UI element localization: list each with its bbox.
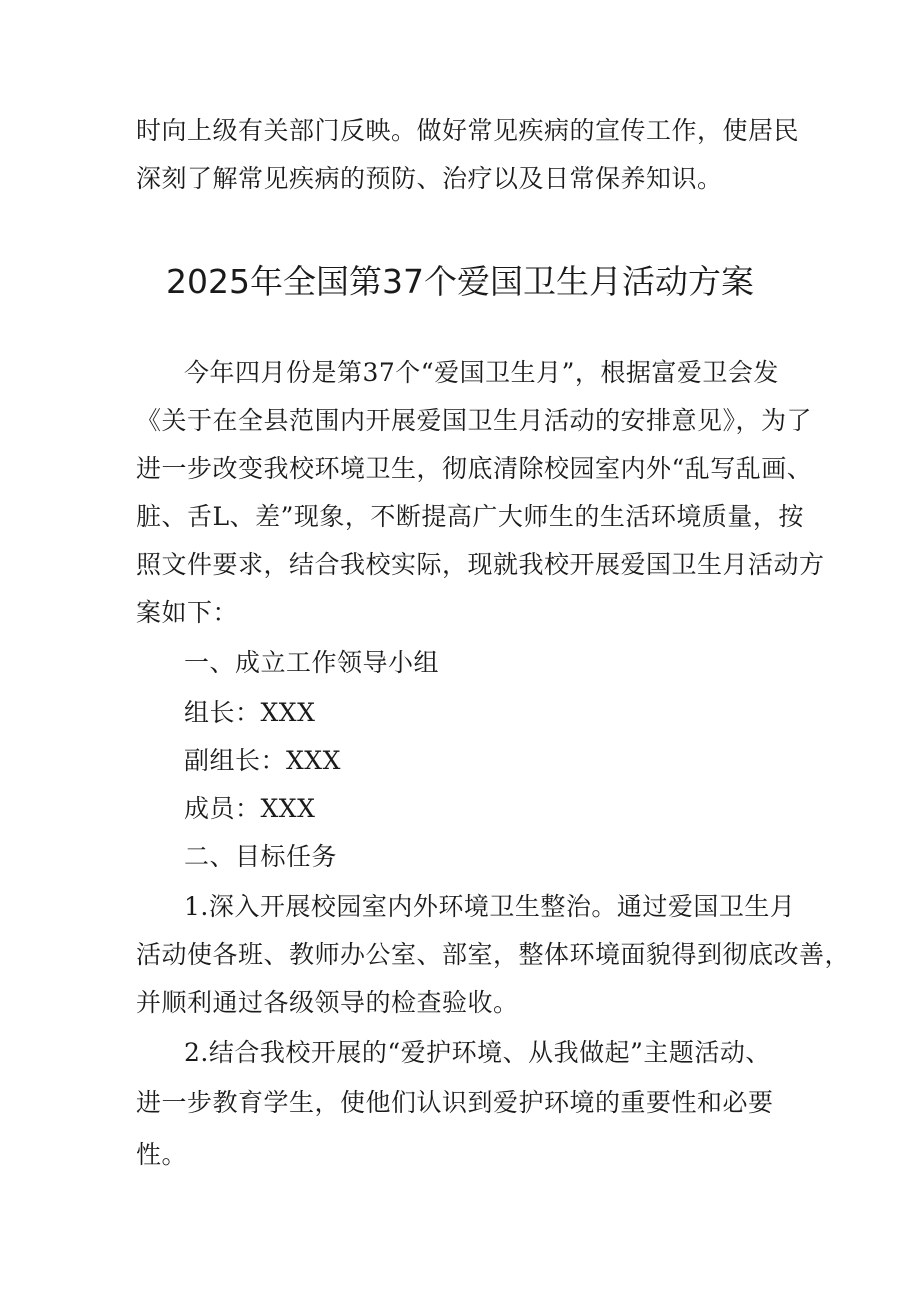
para1-line-4: 脏、舌L、差”现象，不断提高广大师生的生活环境质量，按 (136, 502, 804, 531)
section1-deputy: 副组长：XXX (184, 746, 341, 775)
section2-heading: 二、目标任务 (184, 842, 338, 871)
item2-line-2: 进一步教育学生，使他们认识到爱护环境的重要性和必要 (136, 1088, 774, 1117)
section1-leader: 组长：XXX (184, 698, 316, 727)
para1-line-5: 照文件要求，结合我校实际，现就我校开展爱国卫生月活动方 (136, 550, 825, 579)
item1-line-1: 1.深入开展校园室内外环境卫生整治。通过爱国卫生月 (184, 892, 796, 921)
intro-line-1: 时向上级有关部门反映。做好常见疾病的宣传工作，使居民 (136, 116, 800, 145)
item1-line-2: 活动使各班、教师办公室、部室，整体环境面貌得到彻底改善， (136, 940, 851, 969)
item2-line-1: 2.结合我校开展的“爱护环境、从我做起”主题活动、 (184, 1038, 771, 1067)
item1-line-3: 并顺利通过各级领导的检查验收。 (136, 988, 519, 1017)
para1-line-1: 今年四月份是第37个“爱国卫生月”，根据富爱卫会发 (184, 358, 779, 387)
section1-members: 成员：XXX (184, 794, 316, 823)
intro-line-2: 深刻了解常见疾病的预防、治疗以及日常保养知识。 (136, 164, 723, 193)
item2-line-3: 性。 (136, 1140, 188, 1169)
para1-line-2: 《关于在全县范围内开展爱国卫生月活动的安排意见》，为了 (136, 406, 813, 435)
section1-heading: 一、成立工作领导小组 (184, 648, 440, 677)
para1-line-3: 进一步改变我校环境卫生，彻底清除校园室内外“乱写乱画、 (136, 454, 813, 483)
para1-line-6: 案如下： (136, 598, 239, 627)
document-title: 2025年全国第37个爱国卫生月活动方案 (166, 262, 754, 301)
